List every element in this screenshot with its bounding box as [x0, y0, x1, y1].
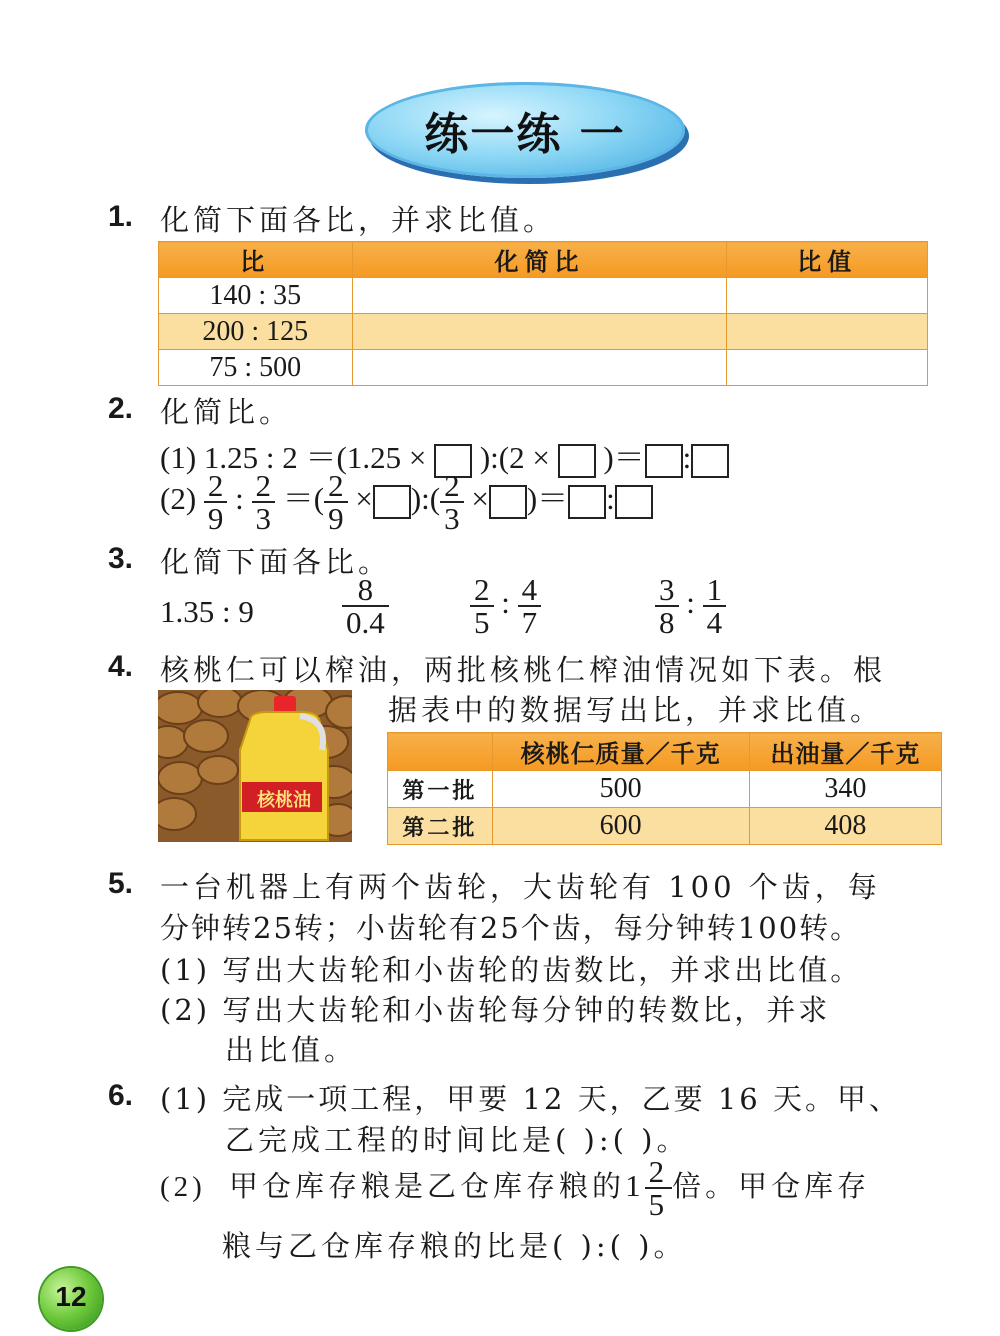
q1-answer-cell[interactable]: [352, 314, 727, 350]
q1-header-value: 比值: [727, 242, 928, 278]
q4-header-walnut-mass: 核桃仁质量／千克: [492, 733, 749, 771]
q2-part1-colon: :: [682, 440, 692, 475]
times-sign: ×: [471, 481, 489, 517]
q1-answer-cell[interactable]: [352, 278, 727, 314]
fraction: $\frac{2}{5}$: [645, 1156, 673, 1220]
close-equals: )＝: [526, 481, 569, 517]
fraction: $\frac{2}{3}$: [440, 470, 464, 534]
q3-text: 化简下面各比。: [160, 545, 392, 579]
q3-item1: 1.35 : 9: [160, 594, 254, 629]
q1-ratio-cell: 75 : 500: [159, 350, 353, 386]
walnut-oil-image: [158, 690, 352, 842]
oil-yield-cell: 408: [749, 808, 941, 845]
q2-part1-expr-a: 1.25 : 2 ＝(1.25 ×: [203, 440, 427, 475]
table-row: [388, 808, 942, 845]
q4-number: 4.: [108, 650, 134, 683]
table-row: [159, 278, 928, 314]
q2-part2: [160, 470, 653, 534]
q2-part1-expr-b: ):(2 ×: [479, 440, 550, 475]
q2-part1-expr-c: )＝: [603, 440, 645, 475]
fraction: $\frac{2}{9}$: [204, 470, 228, 534]
q6-part2-label: (2): [160, 1171, 206, 1203]
page-number: 12: [55, 1281, 87, 1312]
answer-box[interactable]: [489, 485, 527, 519]
table-row: [159, 350, 928, 386]
q6-part2-pre: 甲仓库存粮是乙仓库存粮的: [229, 1169, 626, 1203]
q4-line2: 据表中的数据写出比，并求比值。: [388, 693, 884, 727]
q5-part2-line1: (2) 写出大齿轮和小齿轮每分钟的转数比，并求: [160, 993, 831, 1027]
fraction: $\frac{2}{3}$: [252, 470, 276, 534]
q4-line1: 核桃仁可以榨油，两批核桃仁榨油情况如下表。根: [160, 653, 887, 687]
times-sign: ×: [355, 481, 373, 517]
q6-part2-line2: 粮与乙仓库存粮的比是( ):( )。: [222, 1229, 687, 1263]
q5-part1: (1) 写出大齿轮和小齿轮的齿数比，并求出比值。: [160, 953, 863, 987]
q3-number: 3.: [108, 542, 134, 575]
q1-header-simplified: 化简比: [352, 242, 727, 278]
q1-table: [158, 241, 928, 386]
q1-answer-cell[interactable]: [727, 278, 928, 314]
q1-number: 1.: [108, 200, 134, 233]
q6-part1-line1: (1) 完成一项工程，甲要 12 天，乙要 16 天。甲、: [160, 1082, 901, 1116]
answer-box[interactable]: [568, 485, 606, 519]
close-open: ):(: [410, 481, 441, 517]
q2-number: 2.: [108, 392, 134, 425]
q3-item3: $\frac{2}{5}$ : $\frac{4}{7}$: [470, 574, 541, 638]
q1-answer-cell[interactable]: [352, 350, 727, 386]
q3-item4: $\frac{3}{8}$ : $\frac{1}{4}$: [655, 574, 726, 638]
mixed-number-whole: 1: [625, 1168, 645, 1203]
q5-line1: 一台机器上有两个齿轮，大齿轮有 100 个齿，每: [160, 870, 881, 904]
q5-line2: 分钟转25转；小齿轮有25个齿，每分钟转100转。: [160, 911, 862, 945]
q1-answer-cell[interactable]: [727, 314, 928, 350]
q2-part1-label: (1): [160, 440, 197, 475]
answer-box[interactable]: [373, 485, 411, 519]
walnut-mass-cell: 600: [492, 808, 749, 845]
q5-part2-line2: 出比值。: [225, 1033, 358, 1067]
oil-yield-cell: 340: [749, 771, 941, 808]
answer-box[interactable]: [615, 485, 653, 519]
q5-number: 5.: [108, 867, 134, 900]
q1-header-ratio: 比: [159, 242, 353, 278]
walnut-mass-cell: 500: [492, 771, 749, 808]
q1-answer-cell[interactable]: [727, 350, 928, 386]
q2-part2-label: (2): [160, 481, 197, 517]
q4-header-oil-yield: 出油量／千克: [749, 733, 941, 771]
colon: :: [235, 481, 244, 517]
colon: :: [606, 481, 615, 517]
fraction: $\frac{2}{9}$: [324, 470, 348, 534]
q6-part2-post: 倍。甲仓库存: [672, 1169, 871, 1203]
q2-text: 化简比。: [160, 395, 293, 429]
q4-header-empty: [388, 733, 493, 771]
page-title: 练一练 一: [424, 109, 626, 160]
q6-part1-line2: 乙完成工程的时间比是( ):( )。: [225, 1123, 690, 1157]
table-row: [159, 314, 928, 350]
q3-item2: $\frac{8}{0.4}$: [342, 574, 389, 638]
equals-open: ＝(: [282, 481, 325, 517]
batch-label: 第一批: [388, 771, 493, 808]
q1-ratio-cell: 200 : 125: [159, 314, 353, 350]
table-row: [388, 771, 942, 808]
bottle-label: 核桃油: [257, 790, 311, 811]
q6-number: 6.: [108, 1079, 134, 1112]
q4-table: [387, 732, 942, 845]
q1-text: 化简下面各比，并求比值。: [160, 203, 557, 237]
q6-part2-line1: [160, 1156, 870, 1220]
q1-ratio-cell: 140 : 35: [159, 278, 353, 314]
batch-label: 第二批: [388, 808, 493, 845]
answer-box[interactable]: [691, 444, 729, 478]
